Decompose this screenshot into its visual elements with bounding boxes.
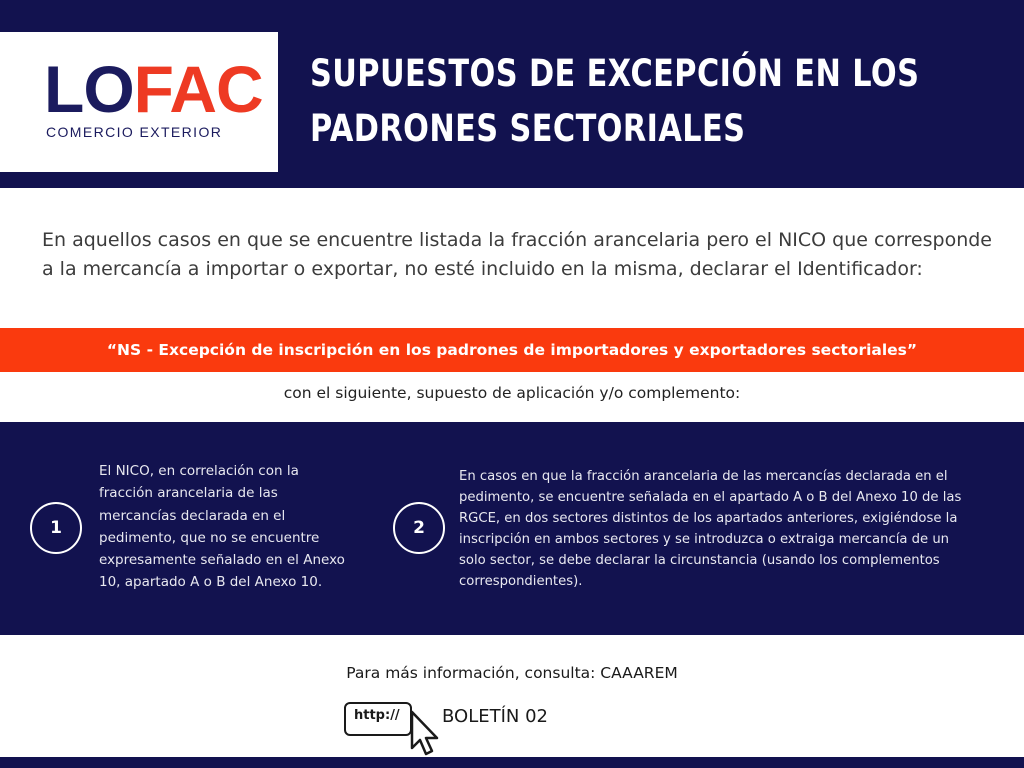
intro-paragraph: En aquellos casos en que se encuentre listada la fracción arancelaria pero el NICO que corresponde a la mercancía a importar o exportar, no esté incluido en la misma, declarar el Identificador: [42, 229, 992, 280]
item-number-2: 2 [393, 502, 445, 554]
title-line-1: SUPUESTOS DE EXCEPCIÓN EN LOS [310, 52, 920, 95]
logo-letters-fac: FAC [133, 52, 263, 126]
logo-letter-o: O [83, 52, 134, 126]
http-label: http:// [354, 708, 400, 723]
bulletin-label: BOLETÍN 02 [442, 706, 548, 727]
identifier-banner: “NS - Excepción de inscripción en los padrones de importadores y exportadores sectoriales” [0, 328, 1024, 372]
more-info-text: Para más información, consulta: CAAAREM [346, 664, 678, 682]
item-text-2: En casos en que la fracción arancelaria de las mercancías declarada en el pedimento, se encuentre señalada en el apartado A o B del Anexo 10 de las RGCE, en dos sectores distintos de los apartados anteriores, exigiéndose la inscripción en ambos sectores y se introduzca o extraiga mercancía de un solo sector, se debe declarar la circunstancia (usando los complementos correspondientes). [459, 469, 962, 589]
title-line-2: PADRONES SECTORIALES [310, 107, 746, 150]
item-number-1: 1 [30, 502, 82, 554]
logo-letter-l: L [44, 52, 84, 126]
logo-subtitle: COMERCIO EXTERIOR [46, 124, 223, 140]
footer-bar [0, 757, 1024, 768]
complement-text: con el siguiente, supuesto de aplicación y/o complemento: [283, 384, 741, 402]
pointer-cursor-icon [408, 710, 440, 758]
item-text-1: El NICO, en correlación con la fracción arancelaria de las mercancías declarada en el pedimento, que no se encuentre expresamente señalado en el Anexo 10, apartado A o B del Anexo 10. [99, 463, 345, 591]
page-title [310, 46, 999, 156]
logo-wordmark [44, 52, 263, 126]
